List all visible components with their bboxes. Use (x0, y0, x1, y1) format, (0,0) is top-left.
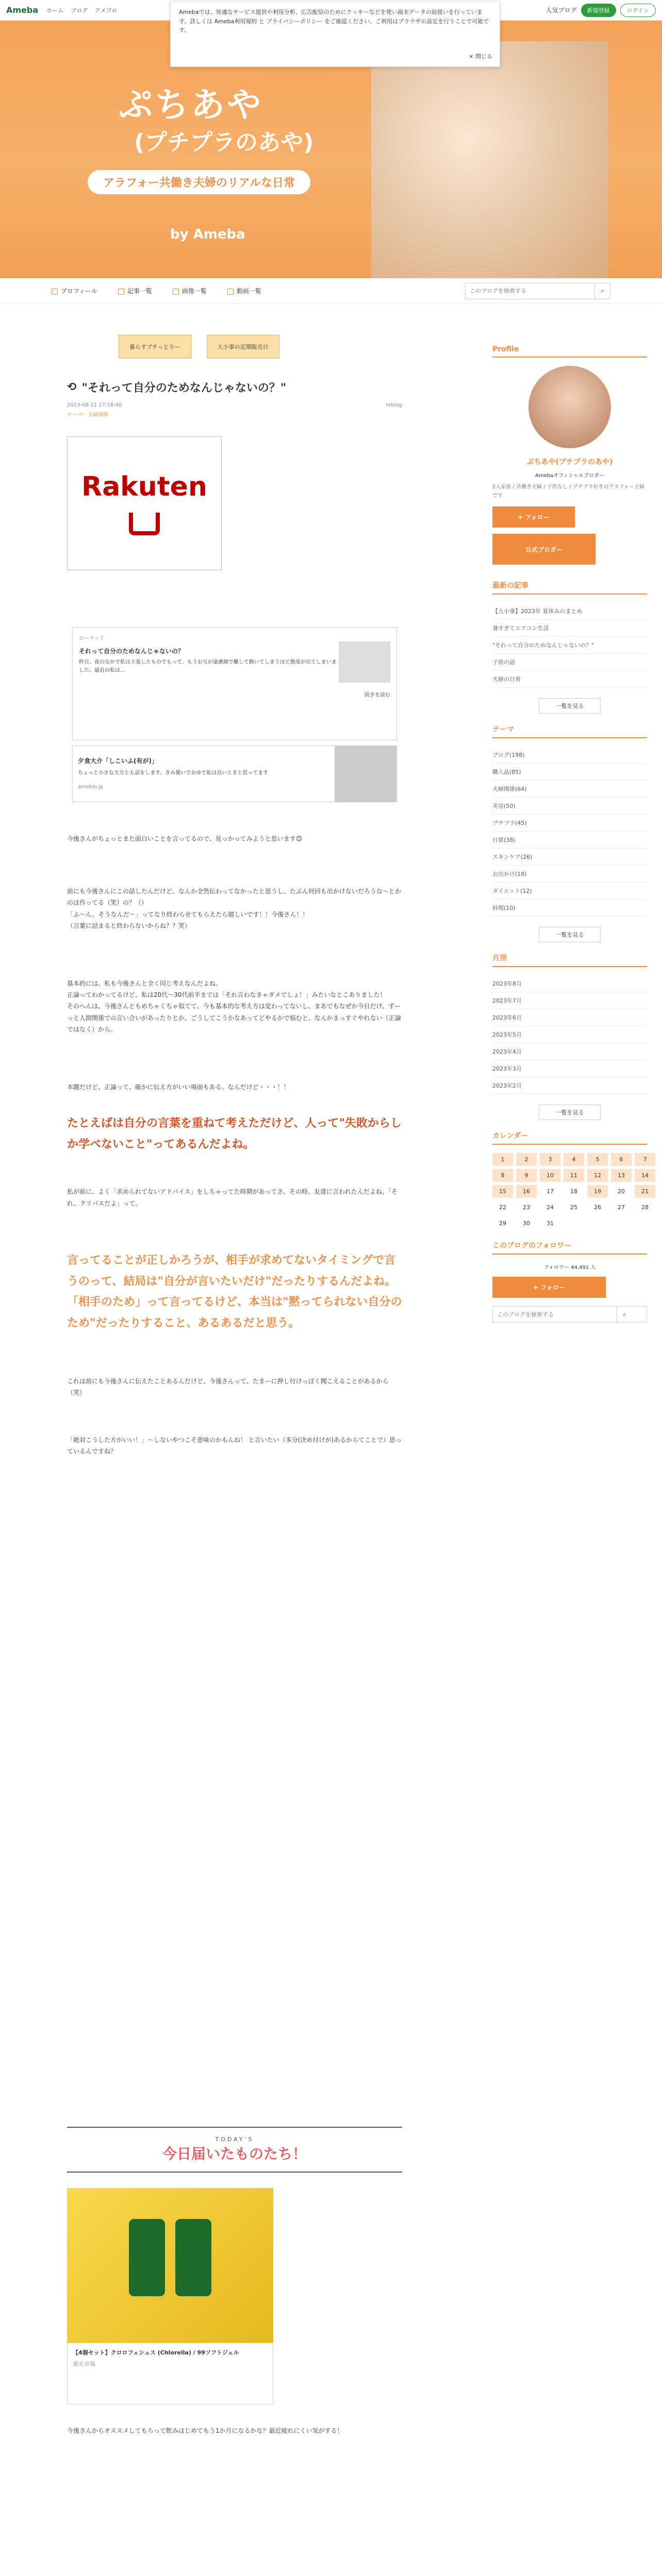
nav-articles[interactable]: 記事一覧 (118, 286, 152, 295)
product-info (67, 2343, 273, 2404)
archive-item[interactable]: 2023年3月 (492, 1060, 647, 1077)
paragraph: 「絶対こうした方がいい！」〜しないやつこそ意味のかもんね！ と言いたい（多分(決め付けが)あるからてことで）思っているんですね？ (67, 1436, 402, 1455)
archive-item[interactable]: 2023年5月 (492, 1026, 647, 1043)
embedded-link[interactable] (72, 745, 397, 802)
blog-tagline: アラフォー共働き夫婦のリアルな日常 (88, 170, 310, 194)
themes-heading: テーマ (492, 724, 647, 738)
theme-item[interactable]: 日常(38) (492, 832, 647, 849)
ameba-logo[interactable]: Ameba (6, 5, 39, 15)
paragraph: 本題だけど、正論って、確かに伝え方がいい場面もある。なんだけど・・・！！ (67, 1083, 290, 1091)
product-card[interactable] (67, 2188, 273, 2404)
article (67, 304, 402, 2437)
avatar[interactable] (528, 366, 611, 448)
blog-subtitle: (プチプラのあや) (134, 129, 314, 156)
cookie-notice (170, 1, 500, 67)
rakuten-logo: Rakuten (81, 471, 207, 502)
search-icon[interactable]: ⌕ (594, 283, 610, 299)
tag-button[interactable]: 暮らすプチっとりー (119, 335, 191, 359)
image-icon (173, 289, 179, 295)
highlight-paragraph: 言ってることが正しかろうが、相手が求めてないタイミングで言うのって、結局は"自分が言いたいだけ"だったりするんだよね。「相手のため」って言ってるけど、本当は"黙ってられない自分のため"だったりすること、あるあるだと思う。 (67, 1253, 402, 1330)
more-button[interactable]: 一覧を見る (539, 698, 601, 714)
calendar: 1 2 3 4 5 6 7 8 9 10 11 12 13 14 15 16 17 18 19 20 21 22 23 24 25 26 27 28 29 30 31 (492, 1153, 647, 1230)
today-section (67, 2127, 402, 2173)
theme-item[interactable]: スキンケア(26) (492, 849, 647, 866)
theme-item[interactable]: ダイエット(12) (492, 883, 647, 900)
sidebar (492, 304, 647, 2437)
cookie-close-button[interactable]: × 閉じる (469, 53, 492, 60)
product-image (67, 2188, 273, 2343)
archive-item[interactable]: 2023年2月 (492, 1077, 647, 1094)
nav-images[interactable]: 画像一覧 (173, 286, 207, 295)
today-heading: 今日届いたものたち！ (162, 2145, 307, 2163)
profile-heading: Profile (492, 345, 647, 358)
embed2-thumbnail (335, 746, 396, 802)
profile-bio: 2人家族 / 共働き夫婦 / 子供なし / プチプラ好きのアラフォー主婦です (492, 484, 645, 499)
profile-name[interactable]: ぷちあや(プチプラのあや) (526, 458, 613, 466)
followers-count: フォロワー 44,491 人 (543, 1265, 596, 1270)
nav-profile[interactable]: プロフィール (52, 286, 97, 295)
archive-item[interactable]: 2023年7月 (492, 992, 647, 1009)
more-button[interactable]: 一覧を見る (539, 927, 601, 942)
embedded-post[interactable] (72, 627, 397, 740)
theme-item[interactable]: お出かけ(18) (492, 866, 647, 883)
archive-item[interactable]: 2023年4月 (492, 1043, 647, 1060)
bottle-icon (175, 2219, 211, 2296)
nav-blog[interactable]: ブログ (71, 7, 88, 14)
search-box (465, 283, 610, 299)
embed-label: ローナッド (79, 636, 105, 641)
bottle-icon (129, 2219, 165, 2296)
paragraph: 今後さんがちょっとまた面白いことを言ってるので、見っかってみようと思います😊 (67, 835, 303, 842)
refresh-icon: ⟲ (67, 381, 77, 394)
theme-item[interactable]: プチプラ(45) (492, 815, 647, 832)
nav-home[interactable]: ホーム (46, 7, 64, 14)
blog-nav (0, 278, 662, 304)
recent-heading: 最新の記事 (492, 580, 647, 595)
follow-button[interactable]: + フォロー (492, 1277, 606, 1298)
more-button[interactable]: 一覧を見る (539, 1105, 601, 1120)
reblog-link[interactable]: reblog (386, 402, 402, 408)
product-name: 【4個セット】クロロフェシュス (Chlorella) / 99ソフトジェル (73, 2349, 239, 2357)
side-search-box (492, 1306, 647, 1323)
calendar-heading: カレンダー (492, 1130, 647, 1145)
post-theme[interactable]: テーマ：夫婦関係 (67, 412, 108, 418)
embed2-site: ameblo.jp (78, 784, 104, 790)
register-button[interactable]: 新規登録 (581, 4, 616, 17)
nav-videos[interactable]: 動画一覧 (227, 286, 261, 295)
embed-title: それって自分のためなんじゃないの？ (79, 648, 185, 655)
profile-icon (52, 289, 58, 295)
embed-thumbnail (339, 641, 390, 683)
by-ameba: by Ameba (170, 227, 245, 242)
product-caption: 今後さんからオススメしてもらって飲みはじめてもう1か月になるかな？最近疲れにくい気がする！ (67, 2427, 343, 2435)
list-icon (118, 289, 124, 295)
official-banner[interactable]: 公式ブロガー (492, 534, 595, 565)
archive-item[interactable]: 2023年8月 (492, 975, 647, 992)
follow-button[interactable]: + フォロー (492, 506, 575, 528)
paragraph: 基本的には、私も今後さんと全く同じ考えなんだよね。 正論ってわかってるけど、私は20代〜30代前半までは「それ言わなきゃダメでしょ！」みたいなとこありました！ そのへんは、今後さんともめちゃくちゃ似てて、今も基本的な考え方は変わってないし、まあでもなぜか今日だけ、ずーっと人間関係での言い合いがあったりとか、ごうしてこうかなあってどやるかで悩むと、なんかまっすぐやれない（正論ではなく）から。 (67, 979, 401, 1033)
side-search-input[interactable] (493, 1307, 617, 1322)
search-input[interactable] (466, 283, 594, 299)
theme-item[interactable]: 夫婦関係(64) (492, 781, 647, 798)
video-icon (227, 289, 234, 295)
embed-body: 昨日、夜のなかで私は主張したものでもって、もうお互が遠慮顔で離して動いてしまうほど態度が出てしまいました。最近の私は... (79, 659, 337, 673)
nav-amepro[interactable]: アメプロ (95, 7, 118, 14)
archive-heading: 月別 (492, 953, 647, 967)
recent-item[interactable]: 暑すぎてエアコン生活 (492, 620, 647, 637)
popular-link[interactable]: 人気ブログ (545, 7, 577, 14)
recent-item[interactable]: 【大小事】2023年 夏休みのまとめ (492, 603, 647, 620)
theme-item[interactable]: 購入品(85) (492, 764, 647, 781)
paragraph: 私が前に、よく「求められてないアドバイス」をしちゃってた時期があってさ、その時、友達に言われたんだよね。「それ、クリパスだよ」って。 (67, 1188, 398, 1207)
tag-button[interactable]: 大小事の定期販売日 (207, 335, 279, 359)
embed2-title: 夕食大介「しこいふ(有が)」 (78, 757, 158, 765)
highlight-paragraph: たとえばは自分の言葉を重ねて考えただけど、人って"失敗からしか学べないこと"ってあるんだよね。 (67, 1117, 402, 1151)
cart-icon (129, 513, 160, 535)
search-icon[interactable]: ⌕ (617, 1307, 632, 1322)
post-date: 2023-08-21 17:18:40 (67, 402, 122, 408)
embed2-body: ちょっと小さな大方とも話をします。きみ優いでおゆで私は良いときと思ってます (78, 770, 269, 776)
embed-more[interactable]: 続きを読む (365, 692, 390, 698)
product-shop: 楽天市場 (73, 2361, 95, 2368)
login-button[interactable]: ログイン (620, 4, 656, 17)
post-title: ⟲ "それって自分のためなんじゃないの？" (67, 381, 287, 395)
couple-photo (371, 41, 608, 278)
blog-title: ぷちあや (119, 85, 263, 125)
official-badge: Amebaオフィシャルブロガー (535, 473, 604, 479)
recent-item[interactable]: "それって自分のためなんじゃないの？" (492, 637, 647, 654)
top-bar (0, 0, 662, 60)
theme-item[interactable]: 美容(50) (492, 798, 647, 815)
cookie-text: Amebaでは、快適なサービス提供や利用分析、広告配信のためにクッキーなどを使い端末データの取扱いを行っています。詳しくは Ameba利用規約 と プライバシーポリシー をご確認ください。ご利用はブラウザの設定を行うことで可能です。 (179, 9, 489, 34)
recent-item[interactable]: 夫婦の日常 (492, 671, 647, 688)
paragraph: 前にも今後さんにこの話したんだけど、なんか全然伝わってなかったと思うし、たぶん何回も出かけないだろうな〜とかのは作ってる（笑）の？（） 「ふ〜ん、そうなんだ〜」ってなり終わらせてもらえたら嬉しいです！！今後さん！！ （言葉に詰まると終わらないからね？？笑） (67, 888, 401, 929)
archive-item[interactable]: 2023年6月 (492, 1009, 647, 1026)
theme-item[interactable]: 料理(10) (492, 900, 647, 917)
theme-item[interactable]: ブログ(198) (492, 747, 647, 764)
paragraph: これは前にも今後さんに伝えたことあるんだけど、今後さんって、たまーに押し付けっぽく聞こえることがあるから（笑） (67, 1377, 389, 1396)
rakuten-banner[interactable] (67, 436, 222, 570)
recent-item[interactable]: 子供の話 (492, 654, 647, 671)
followers-heading: このブログのフォロワー (492, 1240, 647, 1255)
today-label: TODAY'S (215, 2136, 254, 2143)
